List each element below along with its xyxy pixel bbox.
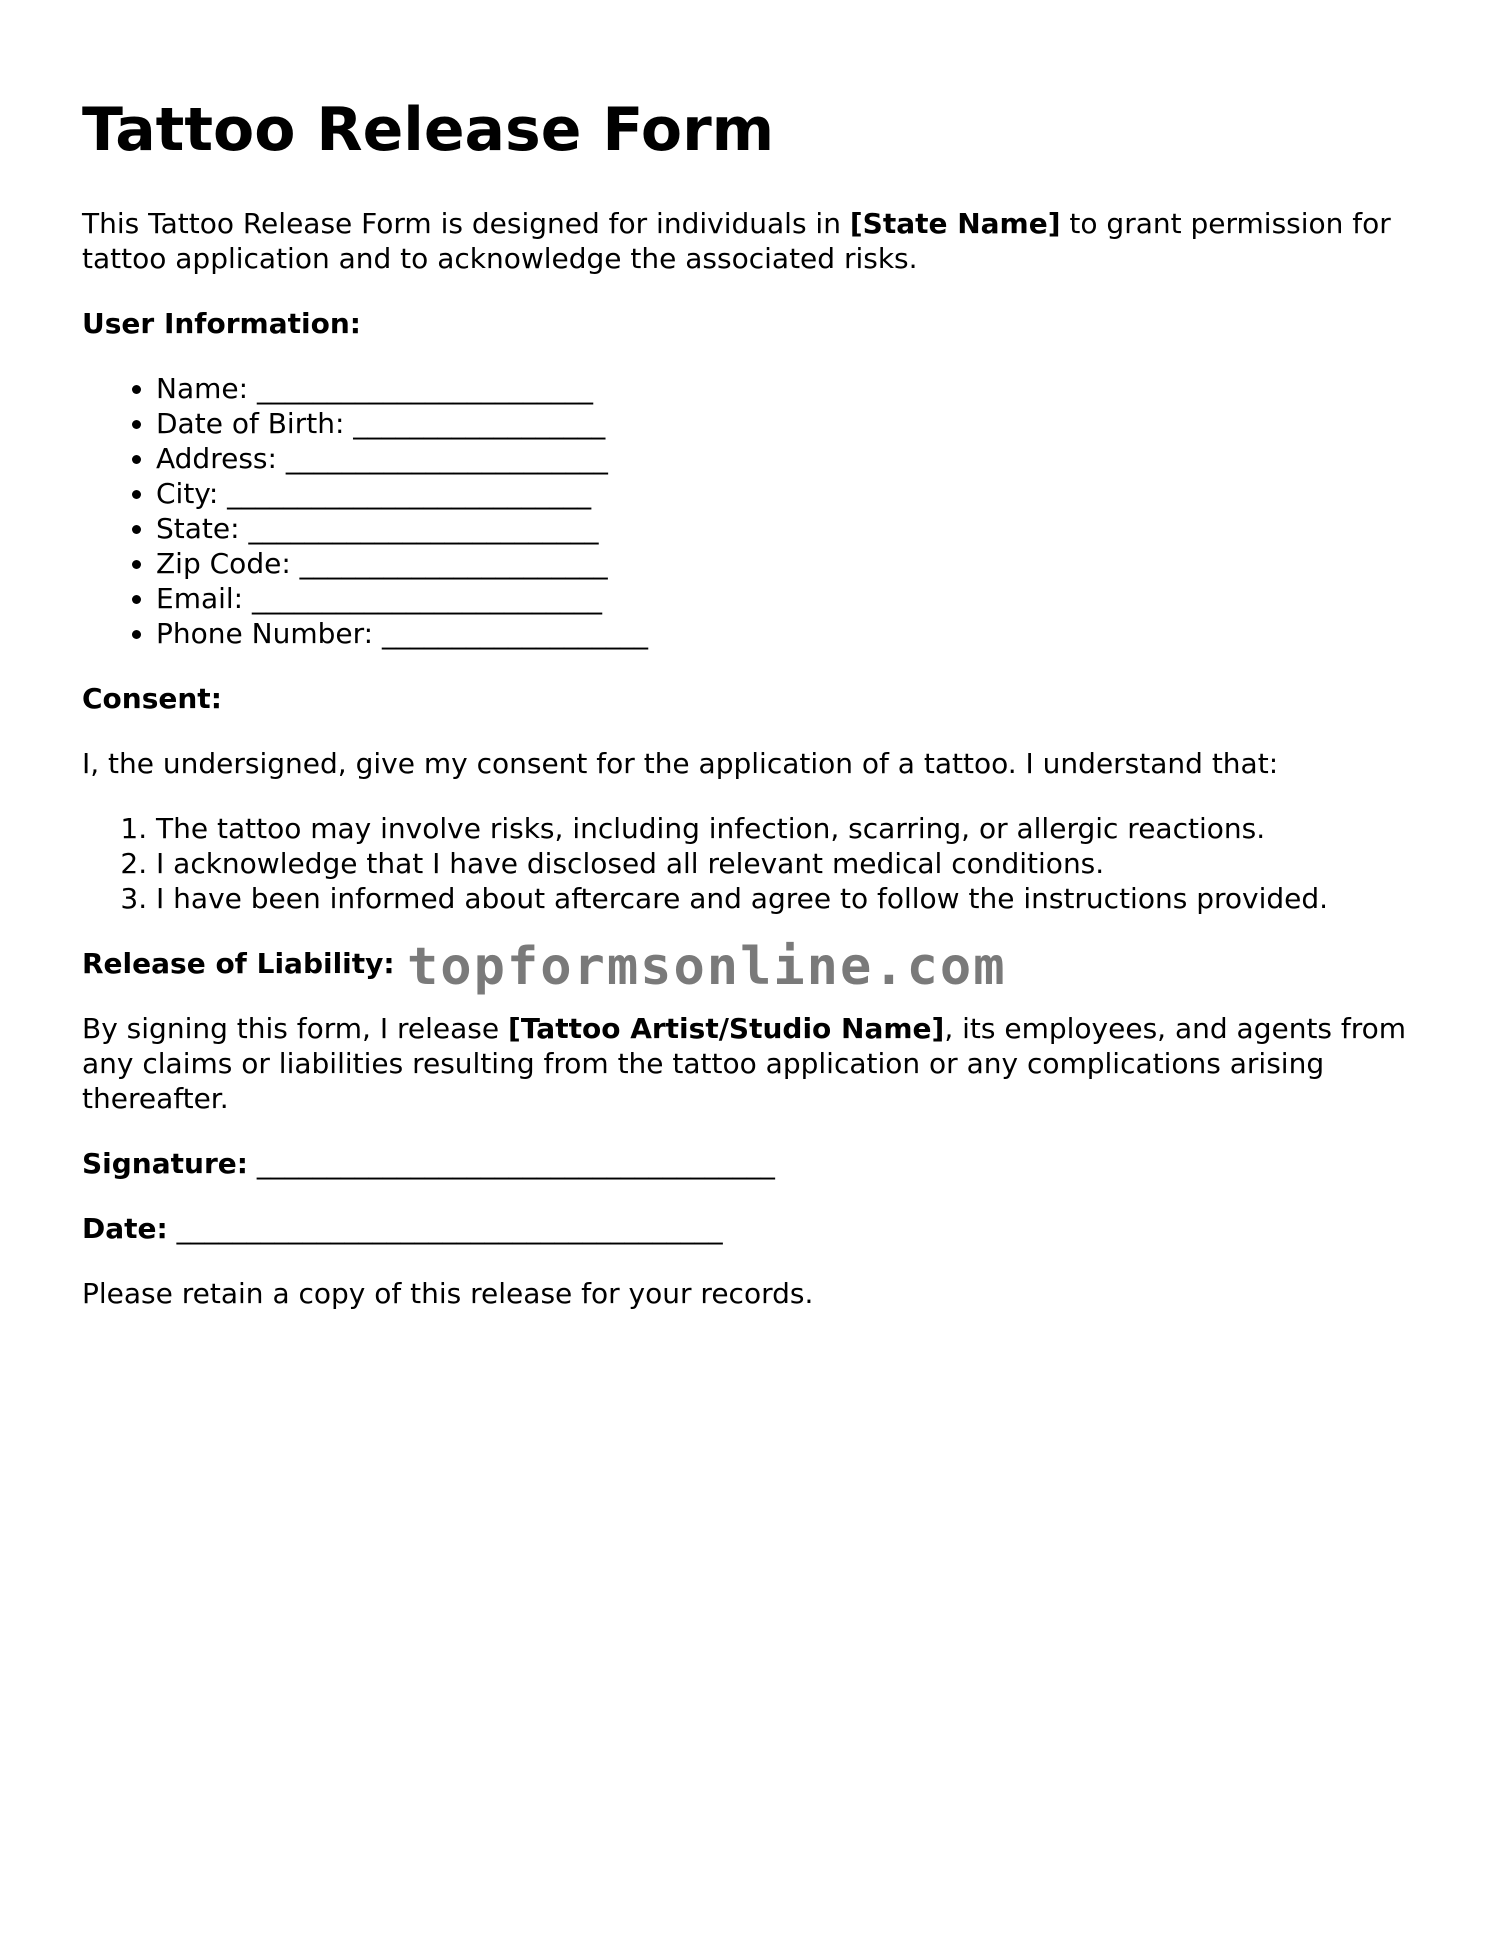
signature-label: Signature: xyxy=(82,1147,248,1180)
name-field: • Name: ________________________ xyxy=(156,371,1422,406)
intro-text-after: to grant permission for tattoo application and to acknowledge the associated risks. xyxy=(82,207,1391,275)
consent-heading: Consent: xyxy=(82,682,222,715)
zip-code-field: • Zip Code: ______________________ xyxy=(156,546,1422,581)
user-information-heading: User Information: xyxy=(82,307,361,340)
document-page xyxy=(82,95,1422,1341)
page-title: Tattoo Release Form xyxy=(82,95,775,165)
address-field: • Address: _______________________ xyxy=(156,441,1422,476)
consent-item-medical: 2. I acknowledge that I have disclosed all relevant medical conditions. xyxy=(156,846,1422,881)
signature-blank: _____________________________________ xyxy=(247,1147,775,1180)
intro-paragraph xyxy=(82,206,1422,276)
date-label: Date: xyxy=(82,1212,168,1245)
city-field: • City: __________________________ xyxy=(156,476,1422,511)
intro-text-before: This Tattoo Release Form is designed for individuals in xyxy=(82,207,850,240)
footer-note: Please retain a copy of this release for your records. xyxy=(82,1277,814,1310)
consent-list xyxy=(82,811,1422,916)
release-text-before: By signing this form, I release xyxy=(82,1012,509,1045)
state-field: • State: _________________________ xyxy=(156,511,1422,546)
release-text-after: , its employees, and agents from any claims or liabilities resulting from the tattoo application or any complications arising thereafter. xyxy=(82,1012,1407,1115)
consent-item-aftercare: 3. I have been informed about aftercare and agree to follow the instructions provided. xyxy=(156,881,1422,916)
state-name-placeholder: [State Name] xyxy=(849,207,1061,240)
consent-item-risks: 1. The tattoo may involve risks, including infection, scarring, or allergic reactions. xyxy=(156,811,1422,846)
signature-line xyxy=(82,1146,1422,1181)
studio-name-placeholder: [Tattoo Artist/Studio Name] xyxy=(508,1012,945,1045)
date-blank: _______________________________________ xyxy=(167,1212,723,1245)
date-line xyxy=(82,1211,1422,1246)
phone-number-field: • Phone Number: ___________________ xyxy=(156,616,1422,651)
date-of-birth-field: • Date of Birth: __________________ xyxy=(156,406,1422,441)
consent-statement: I, the undersigned, give my consent for the application of a tattoo. I understand that: xyxy=(82,747,1279,780)
email-field: • Email: _________________________ xyxy=(156,581,1422,616)
release-heading-row xyxy=(82,937,1422,997)
user-information-list xyxy=(82,371,1422,651)
watermark-text: topformsonline.com xyxy=(407,937,1007,997)
release-paragraph xyxy=(82,1011,1422,1116)
release-of-liability-heading: Release of Liability: xyxy=(82,947,395,980)
